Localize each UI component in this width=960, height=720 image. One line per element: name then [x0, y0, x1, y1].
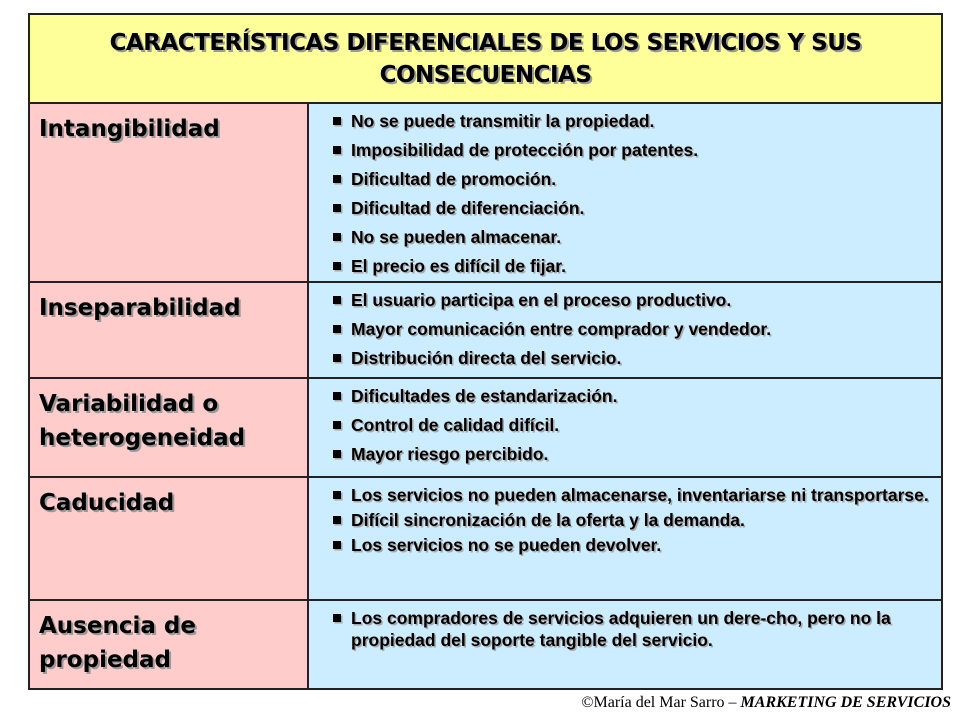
footer-course: MARKETING DE SERVICIOS — [740, 694, 951, 711]
row-content-caducidad — [309, 478, 941, 601]
row-content-ausencia — [309, 601, 941, 688]
row-label-inseparabilidad: Inseparabilidad — [30, 283, 309, 379]
row-label-caducidad: Caducidad — [30, 478, 309, 601]
list-item: No se pueden almacenar. — [321, 226, 931, 249]
bullet-list — [321, 484, 931, 556]
row-content-variabilidad — [309, 379, 941, 478]
bullet-list — [321, 110, 931, 278]
footer-credit — [581, 694, 951, 712]
list-item: Dificultad de promoción. — [321, 168, 931, 191]
list-item: No se puede transmitir la propiedad. — [321, 110, 931, 133]
characteristics-table — [28, 13, 943, 690]
list-item: Dificultades de estandarización. — [321, 385, 931, 408]
list-item: Distribución directa del servicio. — [321, 347, 931, 370]
bullet-list — [321, 607, 931, 651]
row-label-intangibilidad: Intangibilidad — [30, 104, 309, 283]
list-item: Los servicios no se pueden devolver. — [321, 534, 931, 556]
row-label-variabilidad: Variabilidad o heterogeneidad — [30, 379, 309, 478]
list-item: Difícil sincronización de la oferta y la demanda. — [321, 509, 931, 531]
bullet-list — [321, 289, 931, 370]
list-item: Mayor riesgo percibido. — [321, 443, 931, 466]
row-content-inseparabilidad — [309, 283, 941, 379]
list-item: El precio es difícil de fijar. — [321, 255, 931, 278]
list-item: Los servicios no pueden almacenarse, inventariarse ni transportarse. — [321, 484, 931, 506]
list-item: Dificultad de diferenciación. — [321, 197, 931, 220]
list-item: Mayor comunicación entre comprador y vendedor. — [321, 318, 931, 341]
table-title: CARACTERÍSTICAS DIFERENCIALES DE LOS SERVICIOS Y SUS CONSECUENCIAS — [30, 15, 941, 104]
footer-author: ©María del Mar Sarro – — [581, 694, 741, 711]
list-item: Los compradores de servicios adquieren un dere-cho, pero no la propiedad del soporte tangible del servicio. — [321, 607, 931, 651]
list-item: Control de calidad difícil. — [321, 414, 931, 437]
row-label-ausencia: Ausencia de propiedad — [30, 601, 309, 688]
bullet-list — [321, 385, 931, 466]
list-item: Imposibilidad de protección por patentes. — [321, 139, 931, 162]
list-item: El usuario participa en el proceso productivo. — [321, 289, 931, 312]
row-content-intangibilidad — [309, 104, 941, 283]
